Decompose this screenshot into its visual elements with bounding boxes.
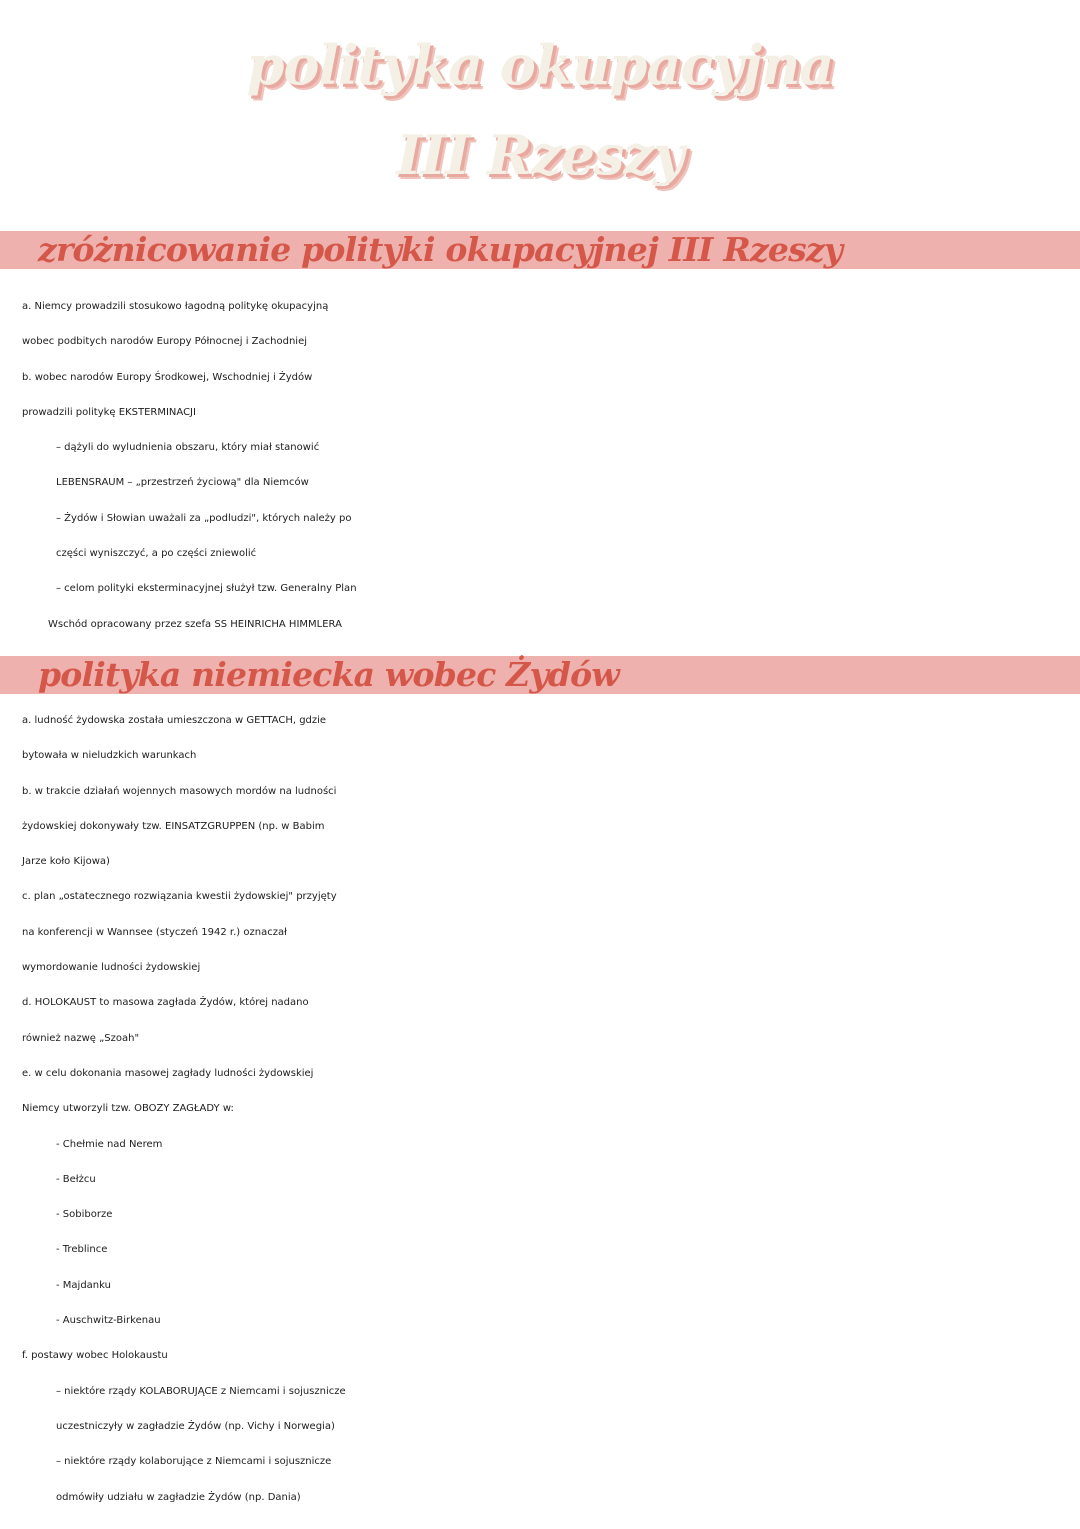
- page-title-line-1: polityka okupacyjna: [246, 33, 834, 97]
- text-line: prowadzili politykę EKSTERMINACJI: [22, 406, 196, 418]
- text-line: – dążyli do wyludnienia obszaru, który miał stanowić: [56, 442, 320, 454]
- text-line: – celom polityki eksterminacyjnej służył tzw. Generalny Plan: [56, 583, 357, 595]
- text-line: a. ludność żydowska została umieszczona w GETTACH, gdzie: [22, 715, 327, 726]
- text-line: również nazwę „Szoah": [22, 1032, 140, 1044]
- list-item: - Auschwitz-Birkenau: [56, 1315, 161, 1327]
- text-line: b. w trakcie działań wojennych masowych mordów na ludności: [22, 785, 337, 797]
- list-item: - Bełżcu: [56, 1173, 96, 1185]
- text-line: wobec podbitych narodów Europy Północnej i Zachodniej: [22, 336, 307, 348]
- text-line: – Żydów i Słowian uważali za „podludzi", których należy po: [56, 512, 352, 524]
- text-line: odmówiły udziału w zagładzie Żydów (np. Dania): [56, 1491, 301, 1503]
- section-2-heading: polityka niemiecka wobec Żydów: [38, 655, 619, 694]
- list-item: - Chełmie nad Nerem: [56, 1138, 163, 1150]
- list-item: - Majdanku: [56, 1279, 111, 1291]
- text-line: części wyniszczyć, a po części zniewolić: [56, 548, 257, 560]
- text-line: Jarze koło Kijowa): [22, 856, 110, 868]
- text-line: uczestniczyły w zagładzie Żydów (np. Vichy i Norwegia): [56, 1420, 335, 1432]
- text-line: na konferencji w Wannsee (styczeń 1942 r.) oznaczał: [22, 926, 287, 938]
- list-item: - Treblince: [56, 1244, 108, 1256]
- text-line: LEBENSRAUM – „przestrzeń życiową" dla Niemców: [56, 477, 309, 489]
- text-line: Niemcy utworzyli tzw. OBOZY ZAGŁADY w:: [22, 1103, 234, 1115]
- text-line: wymordowanie ludności żydowskiej: [22, 962, 201, 974]
- text-line: f. postawy wobec Holokaustu: [22, 1350, 168, 1362]
- text-line: b. wobec narodów Europy Środkowej, Wschodniej i Żydów: [22, 371, 313, 383]
- text-line: a. Niemcy prowadzili stosukowo łagodną politykę okupacyjną: [22, 301, 329, 312]
- section-1-heading: zróżnicowanie polityki okupacyjnej III Rzeszy: [38, 230, 843, 269]
- text-line: e. w celu dokonania masowej zagłady ludności żydowskiej: [22, 1067, 314, 1079]
- text-line: żydowskiej dokonywały tzw. EINSATZGRUPPEN (np. w Babim: [22, 820, 325, 832]
- section-1-body: [22, 289, 1072, 642]
- page-title-line-2: III Rzeszy: [396, 123, 684, 187]
- text-line: d. HOLOKAUST to masowa zagłada Żydów, której nadano: [22, 997, 309, 1009]
- text-line: – niektóre rządy kolaborujące z Niemcami i sojusznicze: [56, 1456, 332, 1468]
- list-item: - Sobiborze: [56, 1209, 113, 1221]
- text-line: – niektóre rządy KOLABORUJĄCE z Niemcami i sojusznicze: [56, 1385, 346, 1397]
- text-line: c. plan „ostatecznego rozwiązania kwestii żydowskiej" przyjęty: [22, 891, 337, 903]
- text-line: bytowała w nieludzkich warunkach: [22, 750, 197, 762]
- text-line: Wschód opracowany przez szefa SS HEINRICHA HIMMLERA: [48, 618, 342, 630]
- section-2-body: [22, 703, 1072, 1515]
